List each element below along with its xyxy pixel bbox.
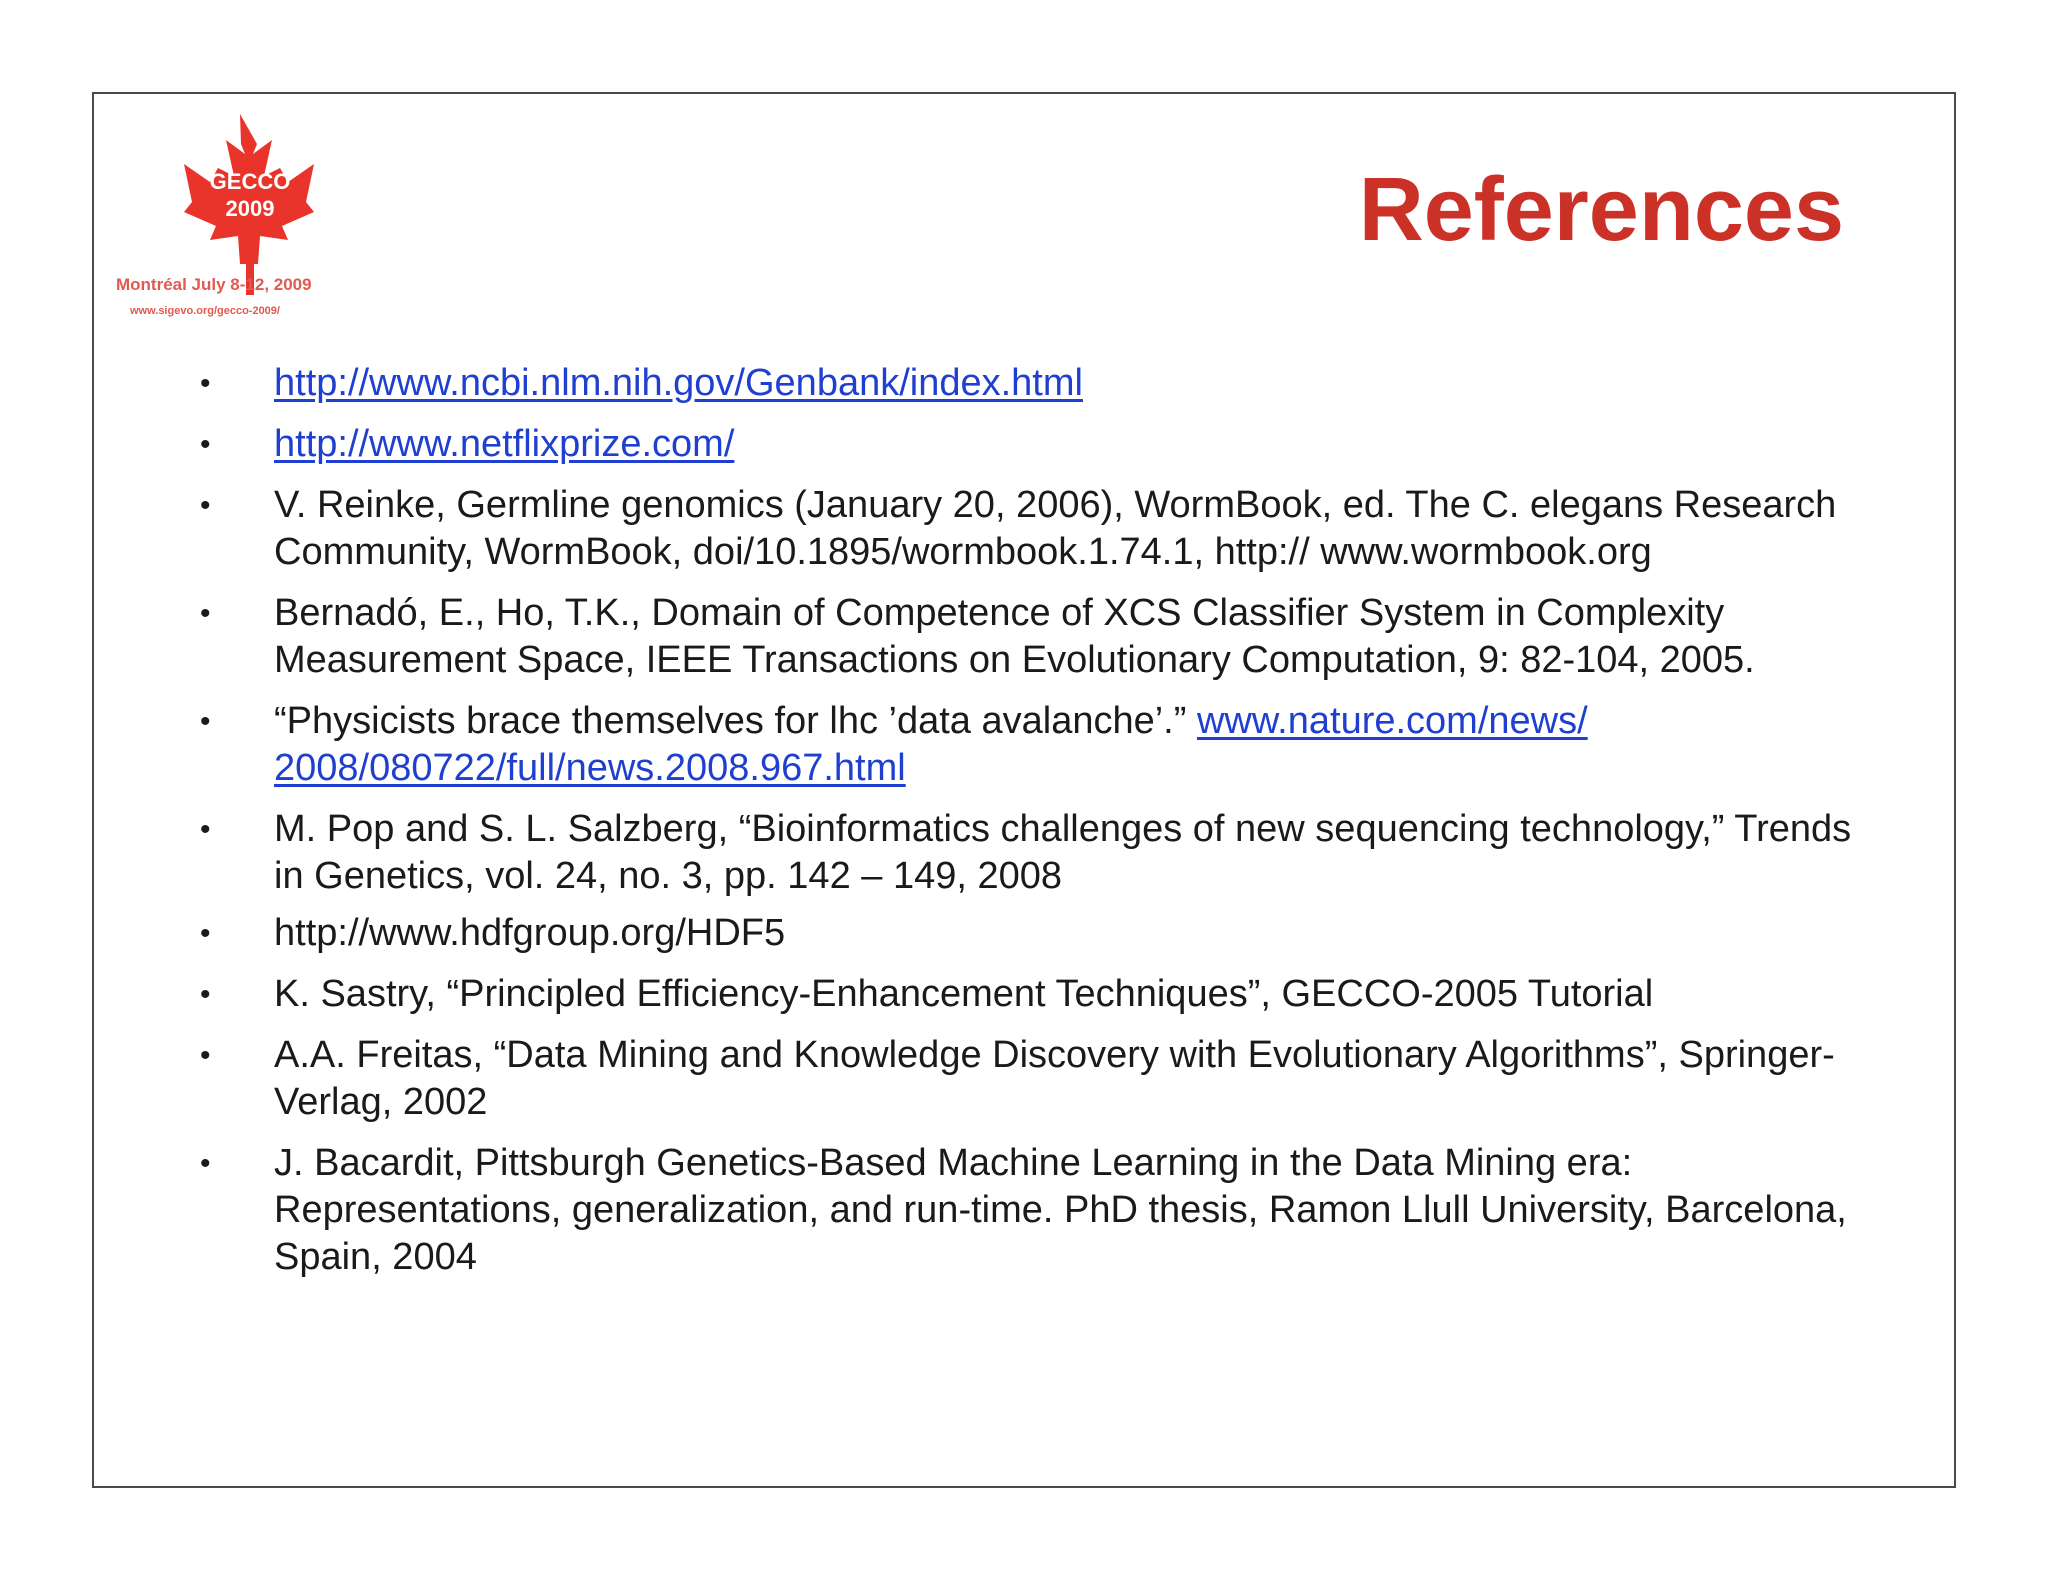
- reference-text: “Physicists brace themselves for lhc ’data avalanche’.”: [274, 700, 1187, 742]
- bullet-icon: •: [200, 705, 211, 738]
- reference-item-10: [200, 1140, 1860, 1281]
- reference-item-8: [200, 971, 1860, 1018]
- bullet-icon: •: [200, 489, 211, 522]
- bullet-icon: •: [200, 428, 211, 461]
- reference-item-5: [200, 698, 1860, 792]
- logo-badge-line1: GECCO: [209, 169, 291, 194]
- reference-text: Bernadó, E., Ho, T.K., Domain of Competence of XCS Classifier System in Complexity Measurement Space, IEEE Transactions on Evolutionary Computation, 9: 82-104, 2005.: [274, 592, 1755, 681]
- reference-text: J. Bacardit, Pittsburgh Genetics-Based Machine Learning in the Data Mining era: Representations, generalization, and run-time. PhD thesis, Ramon Llull University, Barcelona, Spain, 2004: [274, 1142, 1847, 1278]
- slide-title: References: [1358, 160, 1844, 260]
- reference-item-9: [200, 1032, 1860, 1126]
- logo-badge-line2: 2009: [225, 196, 275, 221]
- reference-text: http://www.hdfgroup.org/HDF5: [274, 912, 786, 954]
- bullet-icon: •: [200, 1147, 211, 1180]
- reference-text: A.A. Freitas, “Data Mining and Knowledge Discovery with Evolutionary Algorithms”, Springer-Verlag, 2002: [274, 1034, 1835, 1123]
- maple-leaf-icon: [112, 108, 368, 326]
- bullet-icon: •: [200, 367, 211, 400]
- bullet-icon: •: [200, 813, 211, 846]
- reference-item-2: [200, 421, 1860, 468]
- reference-text: V. Reinke, Germline genomics (January 20, 2006), WormBook, ed. The C. elegans Research Community, WormBook, doi/10.1895/wormbook.1.74.1, http:// www.wormbook.org: [274, 484, 1837, 573]
- reference-item-1: [200, 360, 1860, 407]
- bullet-icon: •: [200, 1039, 211, 1072]
- reference-item-6: [200, 806, 1860, 900]
- bullet-icon: •: [200, 978, 211, 1011]
- reference-item-4: [200, 590, 1860, 684]
- reference-link-nature[interactable]: www.nature.com/news/ 2008/080722/full/news.2008.967.html: [274, 700, 1588, 789]
- reference-link-genbank[interactable]: http://www.ncbi.nlm.nih.gov/Genbank/index.html: [274, 362, 1083, 404]
- bullet-icon: •: [200, 597, 211, 630]
- reference-item-7: [200, 910, 1860, 957]
- reference-text: K. Sastry, “Principled Efficiency-Enhancement Techniques”, GECCO-2005 Tutorial: [274, 973, 1654, 1015]
- logo-place-date: Montréal July 8-12, 2009: [116, 275, 312, 294]
- gecco-2009-logo: [112, 108, 368, 326]
- logo-url: www.sigevo.org/gecco-2009/: [130, 305, 280, 317]
- reference-list: [200, 360, 1860, 1295]
- bullet-icon: •: [200, 917, 211, 950]
- reference-text: M. Pop and S. L. Salzberg, “Bioinformatics challenges of new sequencing technology,” Trends in Genetics, vol. 24, no. 3, pp. 142 – 149, 2008: [274, 808, 1852, 897]
- reference-link-netflix[interactable]: http://www.netflixprize.com/: [274, 423, 735, 465]
- reference-item-3: [200, 482, 1860, 576]
